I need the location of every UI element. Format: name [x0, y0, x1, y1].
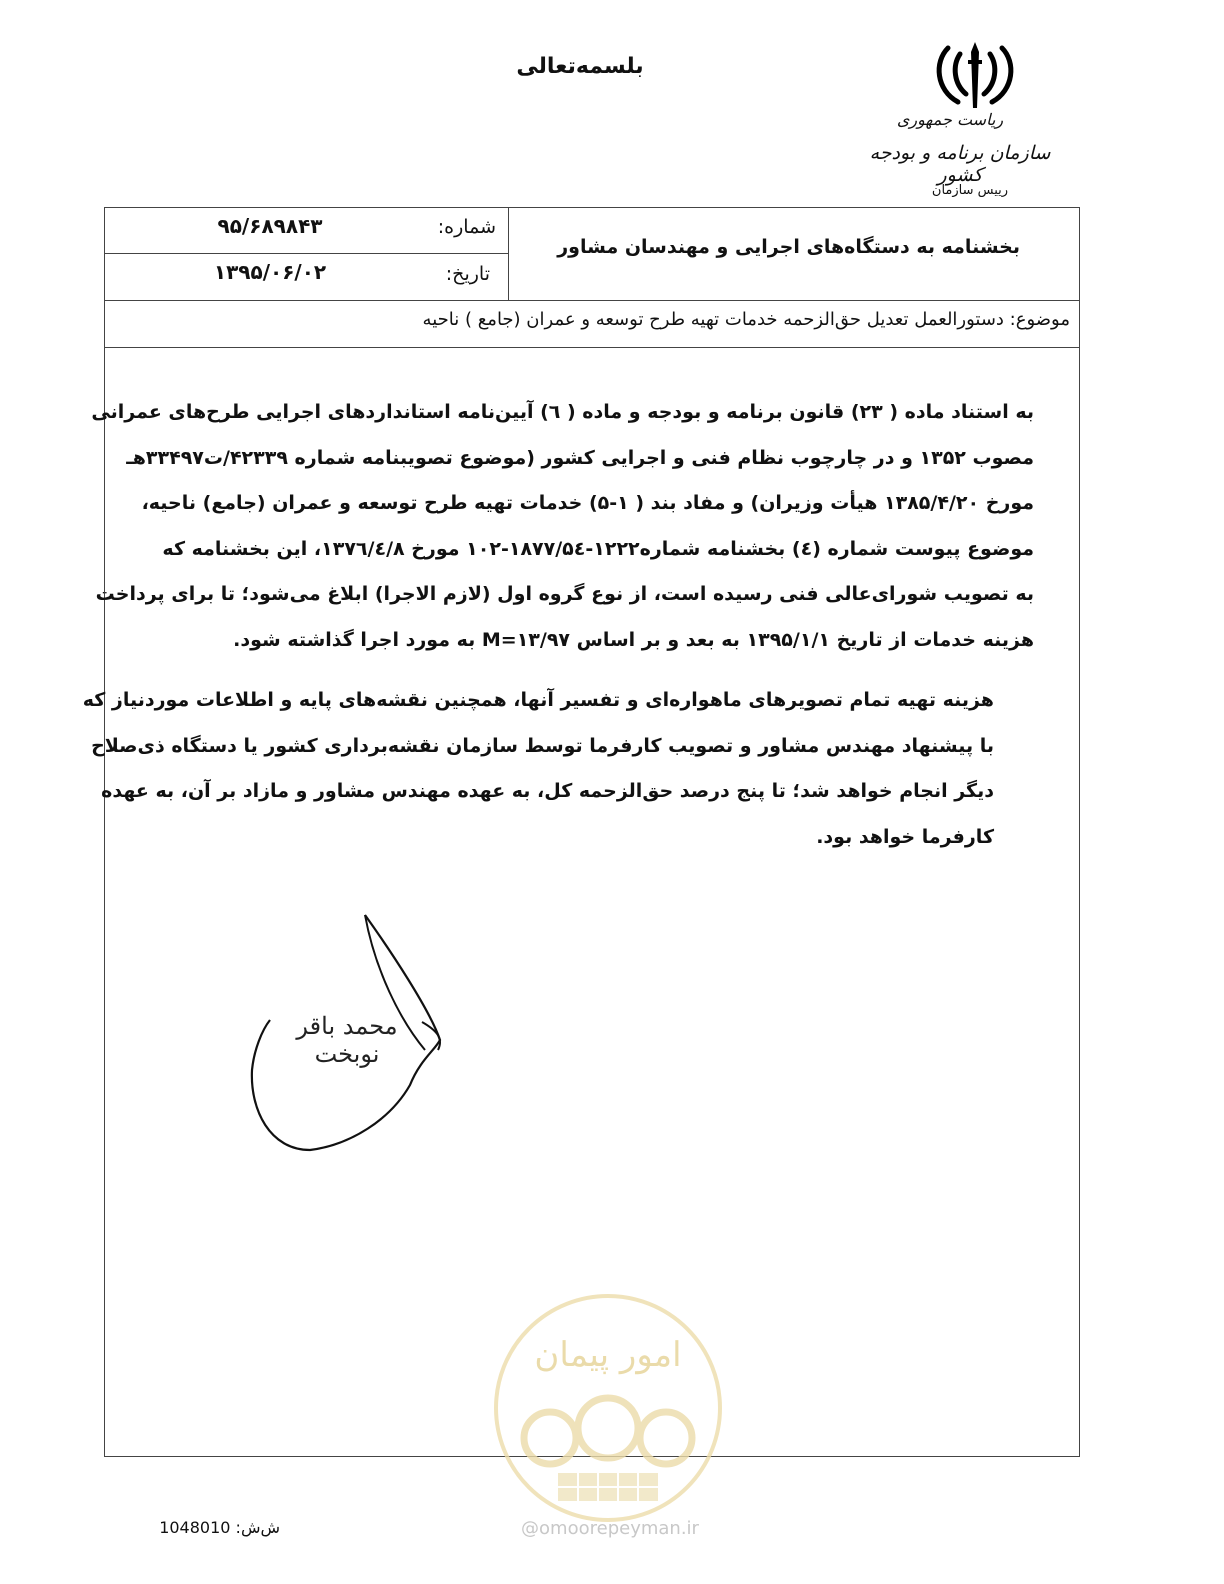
serial-value: 1048010	[159, 1518, 231, 1537]
meta-vertical-divider	[508, 207, 509, 301]
subject-divider	[104, 347, 1080, 348]
paragraph-line: دیگر انجام خواهد شد؛ تا پنج درصد حق‌الزحمه کل، به عهده مهندس مشاور و مازاد بر آن، به عهده	[101, 780, 994, 802]
org-head-title: رییس سازمان	[931, 183, 1009, 198]
watermark-url: @omoorepeyman.ir	[521, 1518, 699, 1539]
org-presidency: ریاست جمهوری	[896, 110, 1004, 129]
meta-row-divider	[104, 253, 508, 254]
paragraph-line: موضوع پیوست شماره (٤) بخشنامه شماره۱۲۲۲-۱۸۷۷/۵٤-۱۰۲ مورخ ۱۳۷٦/٤/۸، این بخشنامه که	[162, 537, 1034, 560]
paragraph-line: مصوب ۱۳۵۲ و در چارچوب نظام فنی و اجرایی کشور (موضوع تصویبنامه شماره ۴۲۳۳۹/ت۳۳۴۹۷هـ	[126, 446, 1034, 469]
paragraph-line: مورخ ۱۳۸۵/۴/۲۰ هیأت وزیران) و مفاد بند ( ۱-۵) خدمات تهیه طرح توسعه و عمران (جامع) ناحیه،	[141, 492, 1034, 514]
paragraph-line: هزینه خدمات از تاریخ ۱۳۹۵/۱/۱ به بعد و بر اساس ۱۳/۹۷=M به مورد اجرا گذاشته شود.	[233, 628, 1034, 651]
date-label: تاریخ:	[445, 263, 490, 285]
paragraph-line: با پیشنهاد مهندس مشاور و تصویب کارفرما توسط سازمان نقشه‌برداری کشور یا دستگاه ذی‌صلاح	[91, 734, 994, 757]
paragraph-line: کارفرما خواهد بود.	[816, 825, 994, 848]
date-value: ۱۳۹۵/۰۶/۰۲	[213, 260, 327, 284]
paragraph-line: به استناد ماده ( ۲۳) قانون برنامه و بودجه و ماده ( ٦) آیین‌نامه استانداردهای اجرایی طرح‌های عمرانی	[91, 401, 1034, 423]
recipient-line: بخشنامه به دستگاه‌های اجرایی و مهندسان مشاور	[557, 236, 1020, 258]
iran-emblem-icon	[930, 38, 1020, 114]
org-name: سازمان برنامه و بودجه کشور	[869, 142, 1051, 186]
document-serial	[140, 1518, 280, 1537]
number-value: ۹۵/۶۸۹۸۴۳	[217, 214, 323, 238]
body-paragraph-1	[91, 390, 1034, 663]
watermark-text: امور پیمان	[534, 1335, 682, 1375]
watermark-logo-icon	[488, 1288, 728, 1528]
body-paragraph-2	[82, 678, 994, 860]
signer-name: محمد باقر نوبخت	[296, 1012, 398, 1068]
paragraph-line: به تصویب شورای‌عالی فنی رسیده است، از نوع گروه اول (لازم الاجرا) ابلاغ می‌شود؛ تا برای پرداخت	[95, 583, 1034, 605]
paragraph-line: هزینه تهیه تمام تصویرهای ماهواره‌ای و تفسیر آنها، همچنین نقشه‌های پایه و اطلاعات موردنیاز که	[82, 689, 994, 711]
header-divider	[104, 300, 1080, 301]
bismillah-heading: بلسمه‌تعالی	[516, 54, 644, 79]
serial-label: ش‌ش:	[235, 1518, 280, 1537]
subject-line: موضوع: دستورالعمل تعدیل حق‌الزحمه خدمات تهیه طرح توسعه و عمران (جامع ) ناحیه	[422, 309, 1070, 330]
number-label: شماره:	[437, 216, 496, 238]
